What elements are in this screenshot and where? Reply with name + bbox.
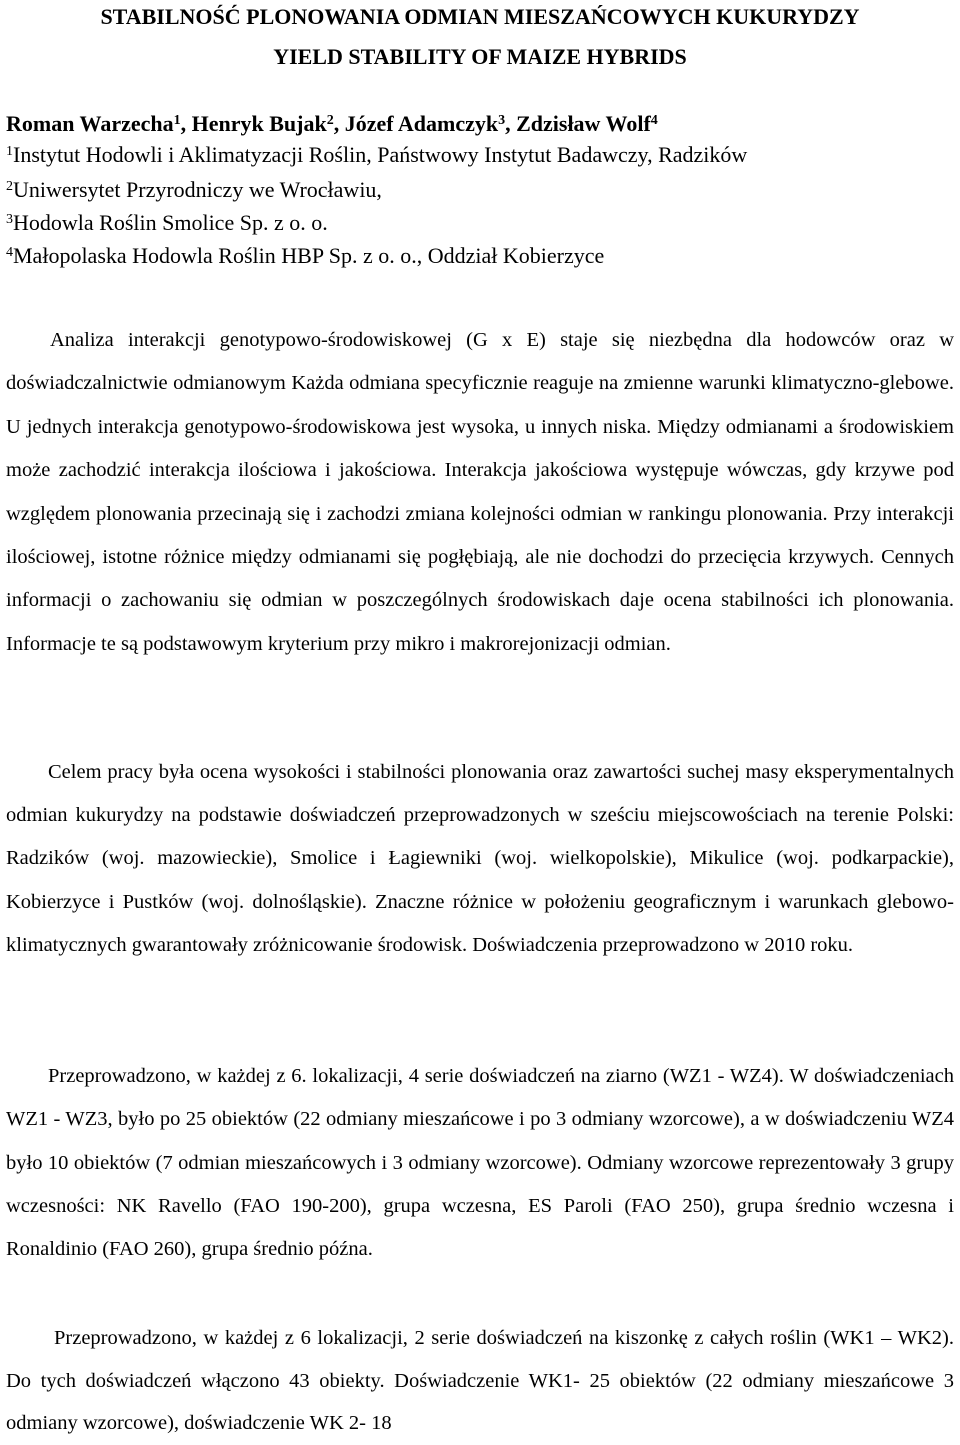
- affiliation-1: [6, 140, 747, 170]
- author-separator: ,: [333, 111, 345, 136]
- author-sup: 1: [173, 113, 181, 128]
- title-polish: STABILNOŚĆ PLONOWANIA ODMIAN MIESZAŃCOWYCH KUKURYDZY: [100, 4, 860, 29]
- affiliation-text: Małopolaska Hodowla Roślin HBP Sp. z o. o., Oddział Kobierzyce: [13, 243, 605, 268]
- affiliation-2: [6, 175, 382, 205]
- affiliation-text: Uniwersytet Przyrodniczy we Wrocławiu,: [13, 177, 382, 202]
- author-name: Roman Warzecha: [6, 111, 174, 136]
- affiliation-text: Instytut Hodowli i Aklimatyzacji Roślin, Państwowy Instytut Badawczy, Radzików: [13, 142, 748, 167]
- author-name: Zdzisław Wolf: [516, 111, 651, 136]
- affiliation-sup: 2: [6, 179, 13, 194]
- abstract-paragraph: Analiza interakcji genotypowo-środowiskowej (G x E) staje się niezbędna dla hodowców oraz w doświadczalnictwie odmianowym Każda odmiana specyficznie reaguje na zmienne warunki klimatyczno-glebowe. U jednych interakcja genotypowo-środowiskowa jest wysoka, u innych niska. Między odmianami a środowiskiem może zachodzić interakcja ilościowa i jakościowa. Interakcja jakościowa występuje wówczas, gdy krzywe pod względem plonowania przecinają się i zachodzi zmiana kolejności odmian w rankingu plonowania. Przy interakcji ilościowej, istotne różnice między odmianami się pogłębiają, ale nie dochodzi do przecięcia krzywych. Cennych informacji o zachowaniu się odmian w poszczególnych środowiskach daje ocena stabilności ich plonowania. Informacje te są podstawowym kryterium przy mikro i makrorejonizacji odmian.: [6, 329, 954, 655]
- author-sup: 4: [650, 113, 658, 128]
- authors-line: [6, 108, 658, 140]
- affiliation-sup: 1: [6, 144, 13, 159]
- affiliation-sup: 4: [6, 245, 13, 260]
- author-name: Józef Adamczyk: [344, 111, 499, 136]
- author-separator: ,: [180, 111, 192, 136]
- author-sup: 3: [498, 113, 506, 128]
- affiliation-3: [6, 208, 328, 238]
- aim-paragraph: Celem pracy była ocena wysokości i stabilności plonowania oraz zawartości suchej masy eksperymentalnych odmian kukurydzy na podstawie doświadczeń przeprowadzonych w sześciu miejscowościach na terenie Polski: Radzików (woj. mazowieckie), Smolice i Łagiewniki (woj. wielkopolskie), Mikulice (woj. podkarpackie), Kobierzyce i Pustków (woj. dolnośląskie). Znaczne różnice w położeniu geograficznym i warunkach glebowo-klimatycznych gwarantowały zróżnicowanie środowisk. Doświadczenia przeprowadzono w 2010 roku.: [6, 761, 954, 956]
- author-separator: ,: [505, 111, 517, 136]
- author-sup: 2: [326, 113, 334, 128]
- author-name: Henryk Bujak: [191, 111, 327, 136]
- silage-trials-paragraph: Przeprowadzono, w każdej z 6 lokalizacji, 2 serie doświadczeń na kiszonkę z całych roślin (WK1 – WK2). Do tych doświadczeń włączono 43 obiekty. Doświadczenie WK1- 25 obiektów (22 odmiany mieszańcowe 3 odmiany wzorcowe), doświadczenie WK 2- 18: [6, 1327, 954, 1434]
- grain-trials-paragraph: Przeprowadzono, w każdej z 6. lokalizacji, 4 serie doświadczeń na ziarno (WZ1 - WZ4). W doświadczeniach WZ1 - WZ3, było po 25 obiektów (22 odmiany mieszańcowe i po 3 odmiany wzorcowe), a w doświadczeniu WZ4 było 10 obiektów (7 odmian mieszańcowych i 3 odmiany wzorcowe). Odmiany wzorcowe reprezentowały 3 grupy wczesności: NK Ravello (FAO 190-200), grupa wczesna, ES Paroli (FAO 250), grupa średnio wczesna i Ronaldinio (FAO 260), grupa średnio późna.: [6, 1065, 954, 1261]
- title-english: YIELD STABILITY OF MAIZE HYBRIDS: [273, 44, 687, 69]
- affiliation-sup: 3: [6, 212, 13, 227]
- affiliation-text: Hodowla Roślin Smolice Sp. z o. o.: [13, 210, 328, 235]
- affiliation-4: [6, 241, 604, 271]
